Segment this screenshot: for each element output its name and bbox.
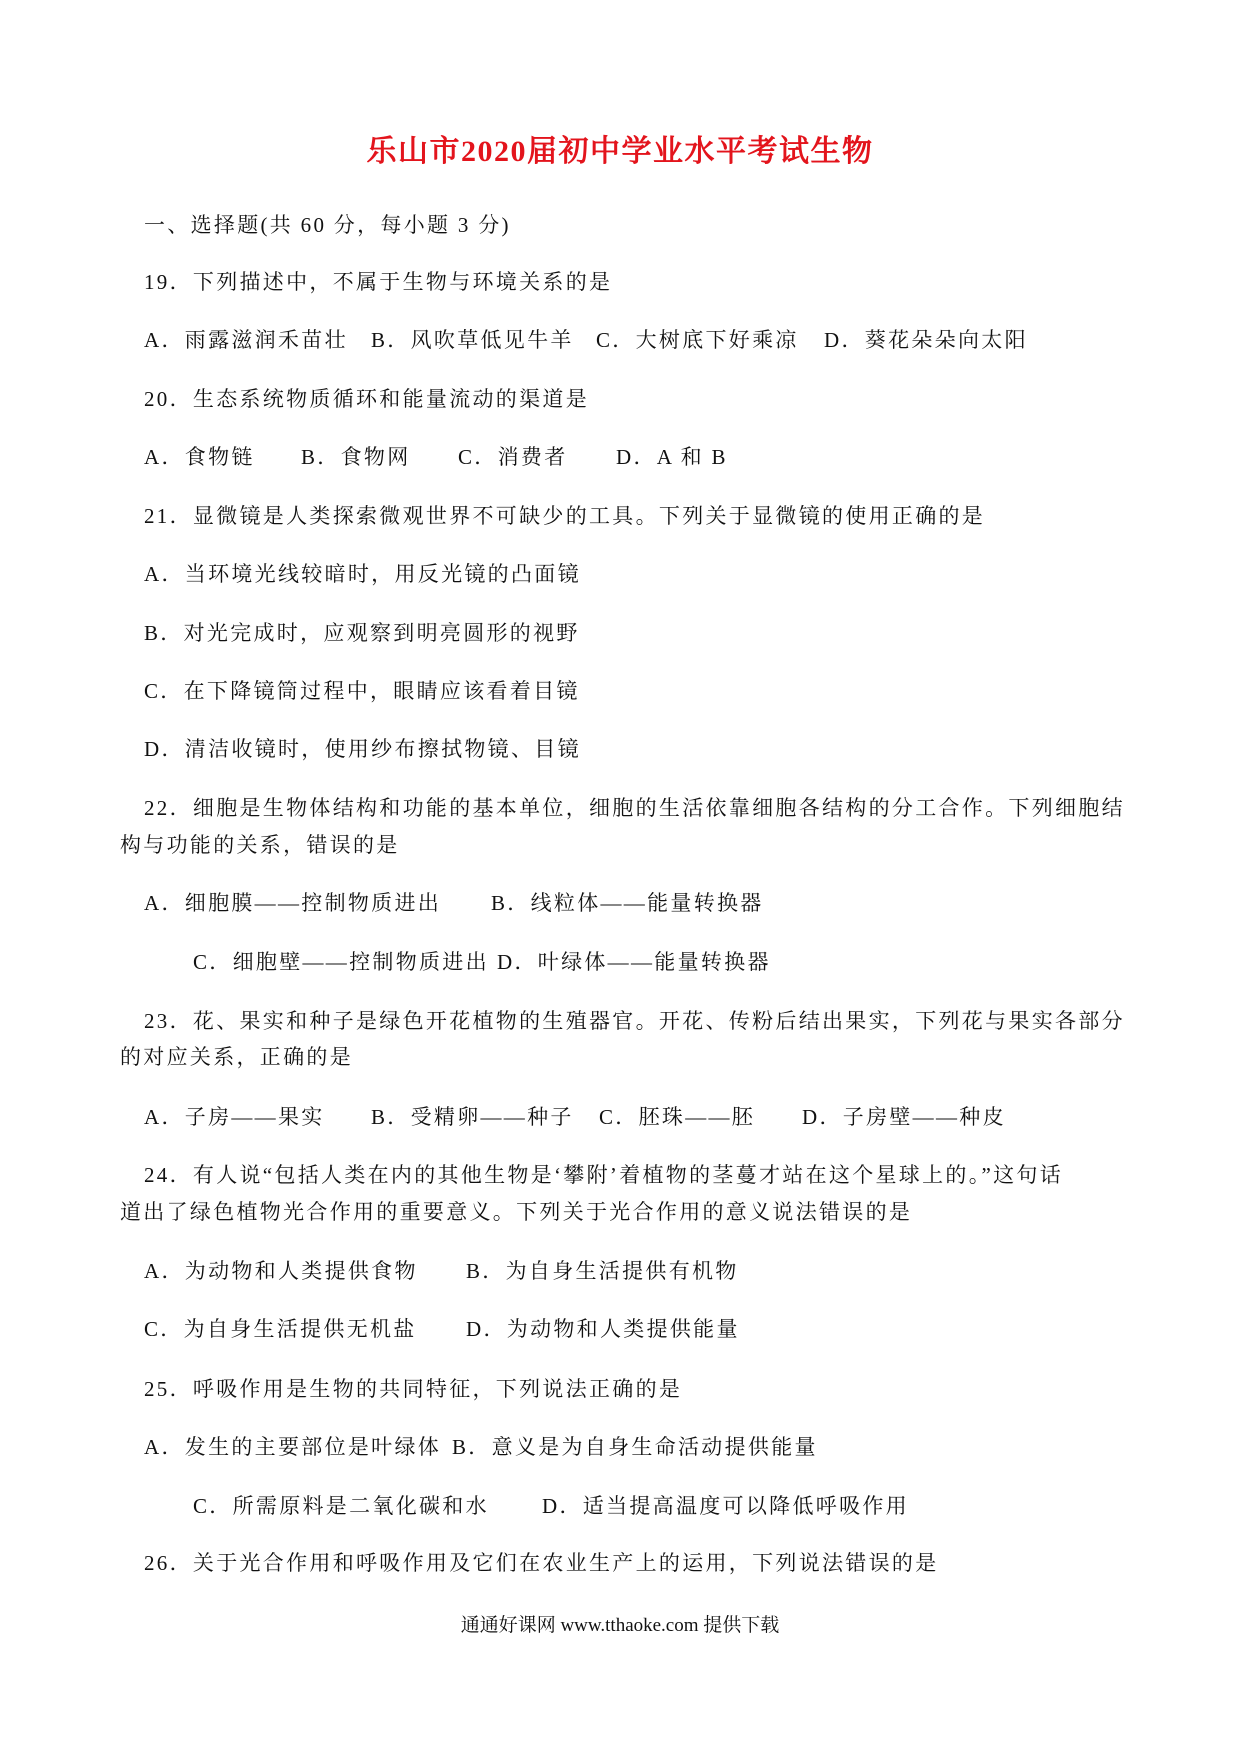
option-a: A．当环境光线较暗时，用反光镜的凸面镜 [144,562,581,586]
option-d: D．葵花朵朵向太阳 [824,328,1028,352]
question-stem: 21．显微镜是人类探索微观世界不可缺少的工具。下列关于显微镜的使用正确的是 [144,504,986,528]
option-b: B．食物网 [301,445,411,469]
question-stem: 24．有人说“包括人类在内的其他生物是‘攀附’着植物的茎蔓才站在这个星球上的。”这句话 [144,1163,1064,1187]
question-stem: 26．关于光合作用和呼吸作用及它们在农业生产上的运用，下列说法错误的是 [144,1551,939,1575]
question-stem: 20．生态系统物质循环和能量流动的渠道是 [144,387,589,411]
page-footer: 通通好课网 www.tthaoke.com 提供下载 [460,1615,780,1636]
option-c: C．为自身生活提供无机盐 [144,1317,417,1341]
option-b: B．受精卵——种子 [371,1105,574,1129]
section-heading: 一、选择题(共 60 分，每小题 3 分) [144,213,511,237]
option-a: A．发生的主要部位是叶绿体 [144,1435,442,1459]
option-b: B．意义是为自身生命活动提供能量 [452,1435,818,1459]
question-stem: 19．下列描述中，不属于生物与环境关系的是 [144,270,613,294]
question-stem: 22．细胞是生物体结构和功能的基本单位，细胞的生活依靠细胞各结构的分工合作。下列细胞结 [144,796,1125,820]
option-c: C．细胞壁——控制物质进出 [193,950,489,974]
question-stem: 23．花、果实和种子是绿色开花植物的生殖器官。开花、传粉后结出果实，下列花与果实各部分 [144,1009,1125,1033]
option-a: A．细胞膜——控制物质进出 [144,891,442,915]
option-a: A．食物链 [144,445,255,469]
option-a: A．为动物和人类提供食物 [144,1259,418,1283]
option-d: D．适当提高温度可以降低呼吸作用 [542,1494,909,1518]
option-c: C．大树底下好乘凉 [596,328,799,352]
option-c: C．胚珠——胚 [599,1105,756,1129]
option-b: B．为自身生活提供有机物 [466,1259,739,1283]
option-d: D．叶绿体——能量转换器 [497,950,771,974]
option-d: D．清洁收镜时，使用纱布擦拭物镜、目镜 [144,737,581,761]
page-title: 乐山市2020届初中学业水平考试生物 [366,135,874,168]
option-d: D．A 和 B [616,445,728,469]
option-c: C．消费者 [458,445,568,469]
option-a: A．雨露滋润禾苗壮 [144,328,348,352]
option-a: A．子房——果实 [144,1105,325,1129]
option-c: C．在下降镜筒过程中，眼睛应该看着目镜 [144,679,580,703]
option-b: B．对光完成时，应观察到明亮圆形的视野 [144,621,580,645]
option-d: D．子房壁——种皮 [802,1105,1006,1129]
option-b: B．线粒体——能量转换器 [491,891,764,915]
question-stem-continued: 构与功能的关系，错误的是 [120,833,400,857]
option-c: C．所需原料是二氧化碳和水 [193,1494,489,1518]
question-stem-continued: 道出了绿色植物光合作用的重要意义。下列关于光合作用的意义说法错误的是 [120,1200,913,1224]
option-b: B．风吹草低见牛羊 [371,328,574,352]
question-stem-continued: 的对应关系，正确的是 [120,1045,353,1069]
question-stem: 25．呼吸作用是生物的共同特征，下列说法正确的是 [144,1377,683,1401]
option-d: D．为动物和人类提供能量 [466,1317,740,1341]
